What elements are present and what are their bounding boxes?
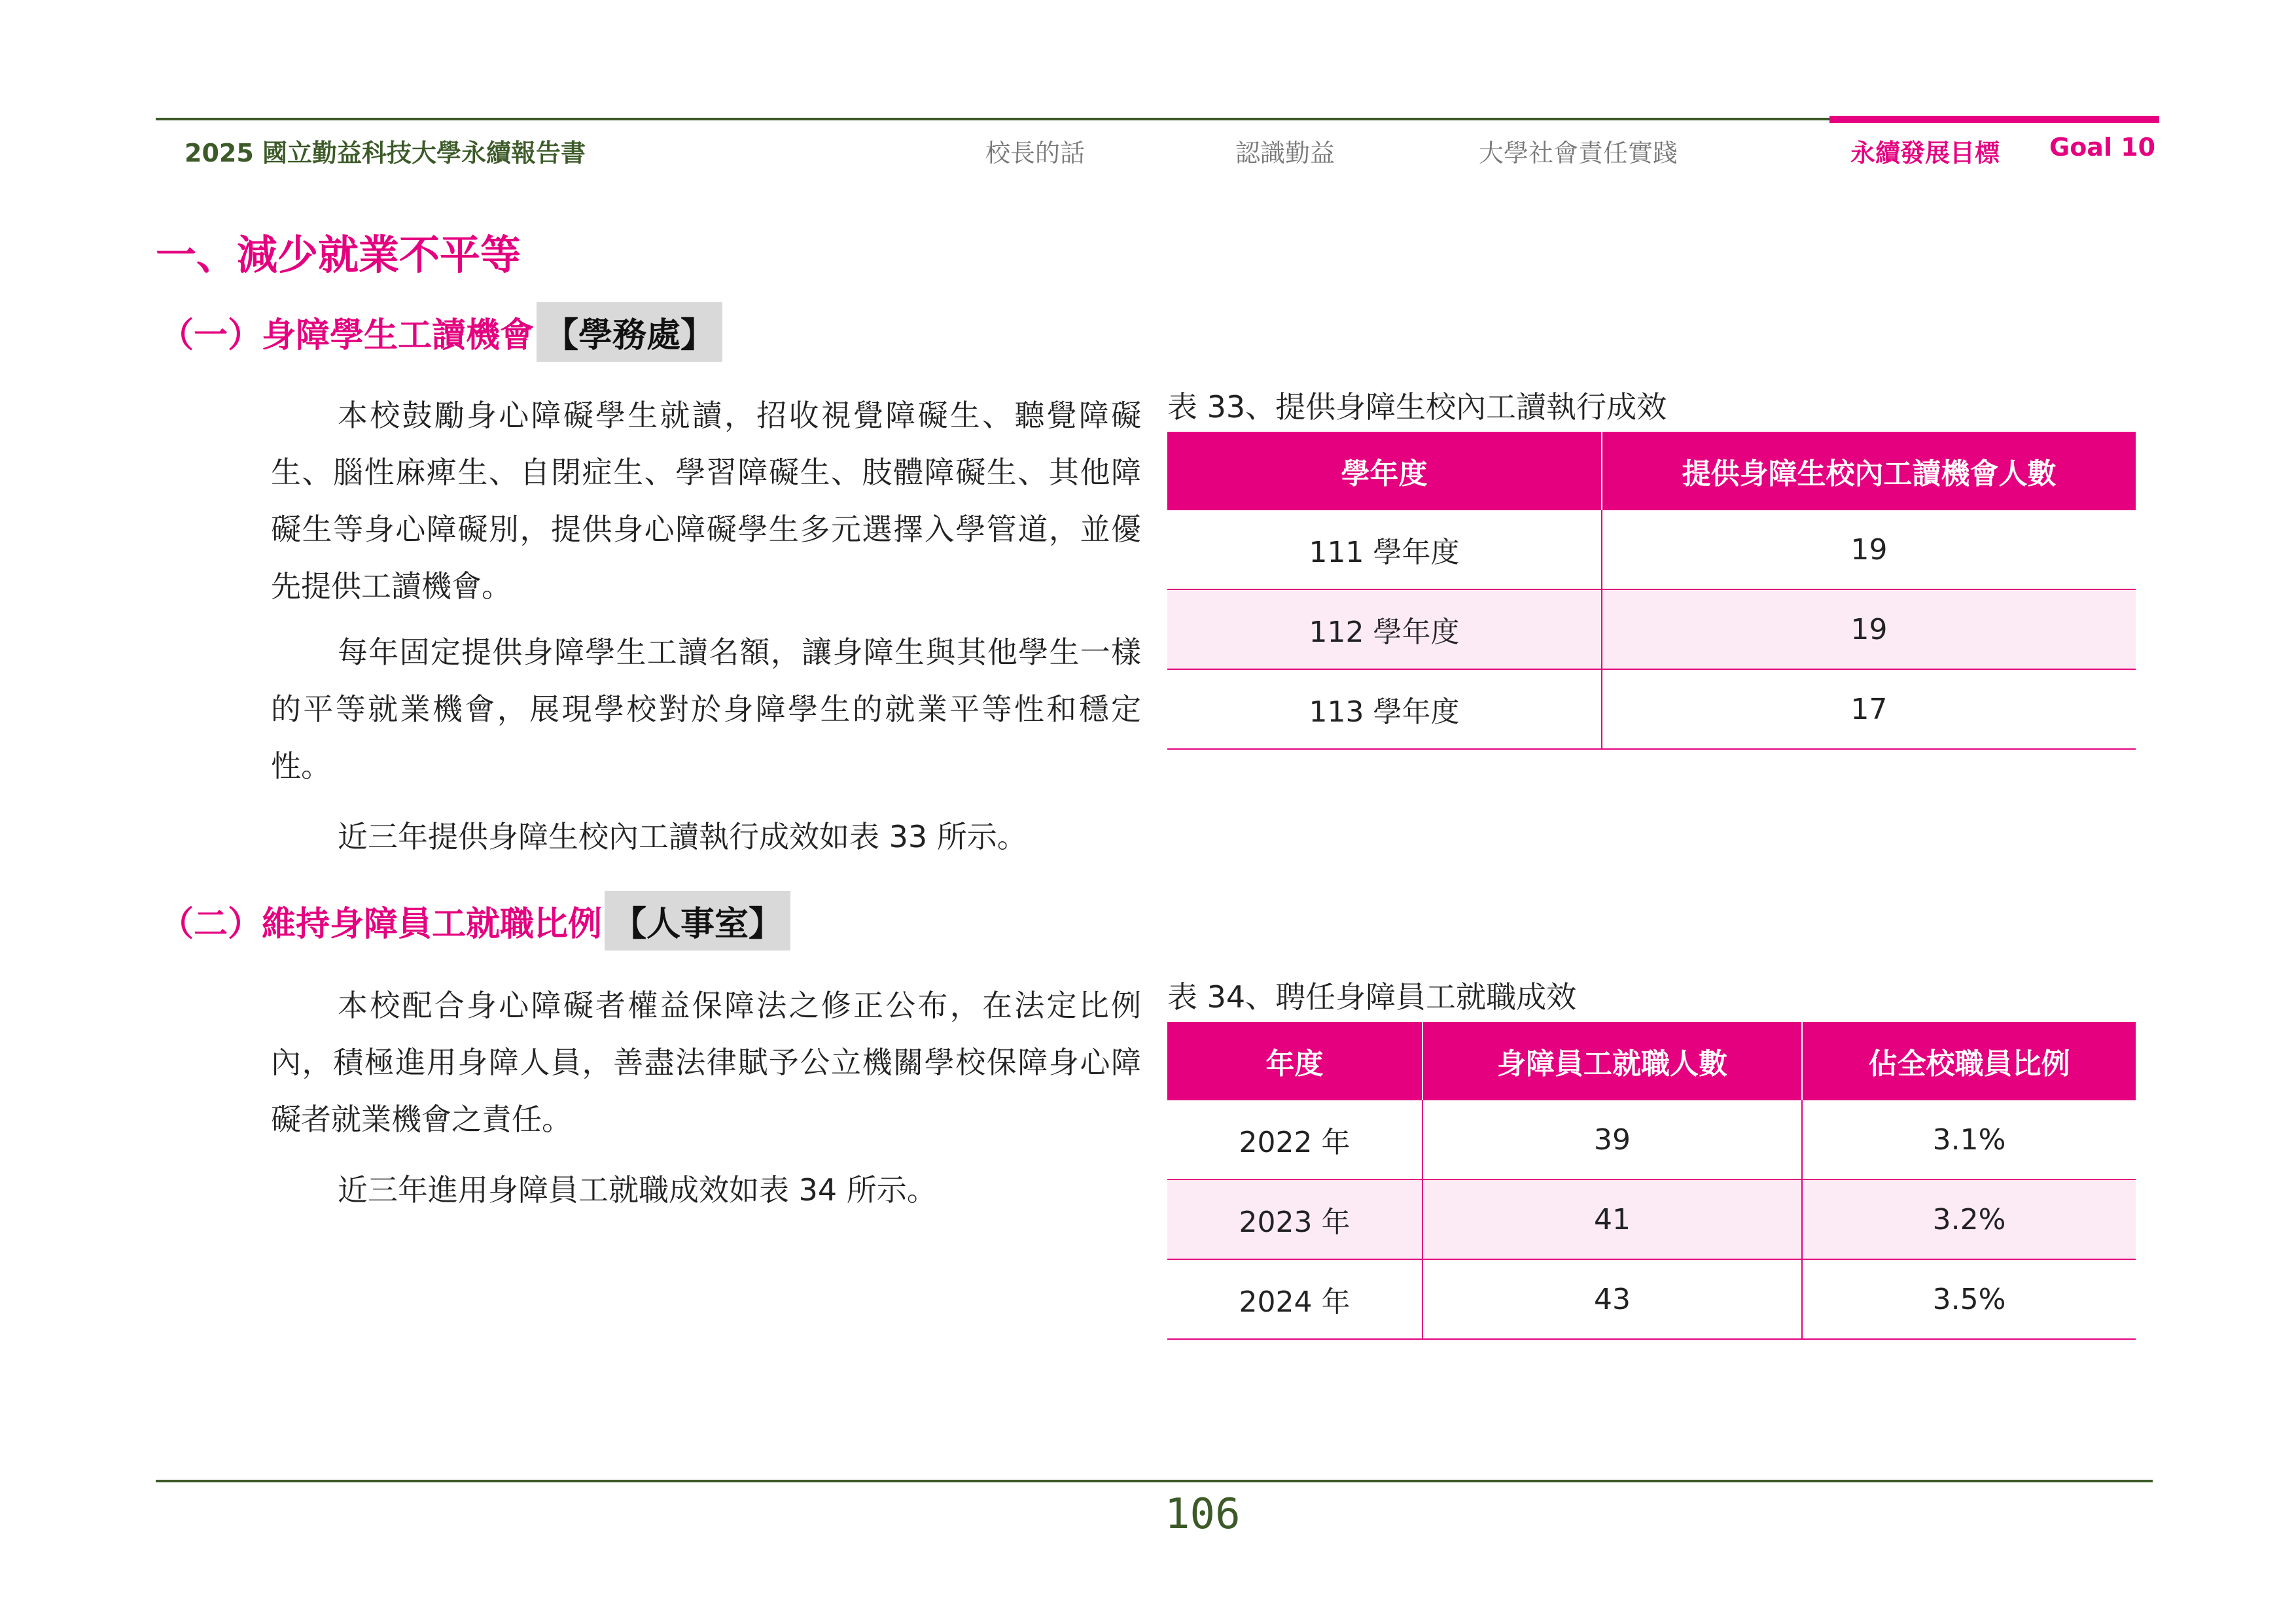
table-cell: 113 學年度 bbox=[1167, 669, 1602, 749]
table-cell: 3.5% bbox=[1802, 1259, 2136, 1339]
table-cell: 2023 年 bbox=[1167, 1179, 1422, 1259]
nav-about-ncut[interactable]: 認識勤益 bbox=[1235, 139, 1335, 167]
table-cell: 111 學年度 bbox=[1167, 510, 1602, 589]
paragraph: 近三年提供身障生校內工讀執行成效如表 33 所示。 bbox=[338, 819, 1027, 854]
table-33-caption: 表 33、提供身障生校內工讀執行成效 bbox=[1167, 389, 1667, 425]
table-33 bbox=[1167, 432, 2136, 750]
table-cell: 43 bbox=[1422, 1259, 1802, 1339]
table-cell: 19 bbox=[1602, 510, 2136, 589]
column-header: 佔全校職員比例 bbox=[1802, 1022, 2136, 1100]
footer-rule bbox=[156, 1480, 2153, 1482]
document-title: 2025 國立勤益科技大學永續報告書 bbox=[185, 139, 586, 167]
table-cell: 41 bbox=[1422, 1179, 1802, 1259]
nav-usr-practice[interactable]: 大學社會責任實踐 bbox=[1479, 139, 1678, 167]
table-row bbox=[1167, 1259, 2136, 1339]
office-tag-student-affairs: 【學務處】 bbox=[537, 302, 722, 362]
table-cell: 112 學年度 bbox=[1167, 589, 1602, 669]
active-section-indicator bbox=[1829, 116, 2159, 123]
section-title: 一、減少就業不平等 bbox=[156, 231, 521, 279]
paragraph: 近三年進用身障員工就職成效如表 34 所示。 bbox=[338, 1172, 937, 1208]
subsection-heading-2 bbox=[160, 891, 790, 951]
subsection-heading-2-text: （二）維持身障員工就職比例 bbox=[160, 905, 603, 944]
paragraph: 本校配合身心障礙者權益保障法之修正公布，在法定比例內，積極進用身障人員，善盡法律賦予公立機關學校保障身心障礙者就業機會之責任。 bbox=[271, 988, 1141, 1137]
table-header-row bbox=[1167, 1022, 2136, 1100]
table-cell: 17 bbox=[1602, 669, 2136, 749]
column-header: 身障員工就職人數 bbox=[1422, 1022, 1802, 1100]
table-row bbox=[1167, 1179, 2136, 1259]
nav-sdgs[interactable]: 永續發展目標 bbox=[1850, 139, 2000, 167]
table-cell: 2024 年 bbox=[1167, 1259, 1422, 1339]
subsection-heading-1 bbox=[160, 302, 722, 362]
table-34-caption: 表 34、聘任身障員工就職成效 bbox=[1167, 979, 1577, 1015]
table-cell: 3.1% bbox=[1802, 1100, 2136, 1179]
page-number: 106 bbox=[1165, 1490, 1241, 1539]
table-row bbox=[1167, 1100, 2136, 1179]
column-header: 學年度 bbox=[1167, 432, 1602, 510]
office-tag-personnel: 【人事室】 bbox=[605, 891, 790, 951]
table-row bbox=[1167, 669, 2136, 749]
column-header: 年度 bbox=[1167, 1022, 1422, 1100]
column-header: 提供身障生校內工讀機會人數 bbox=[1602, 432, 2136, 510]
table-row bbox=[1167, 510, 2136, 589]
table-cell: 2022 年 bbox=[1167, 1100, 1422, 1179]
table-header-row bbox=[1167, 432, 2136, 510]
table-cell: 19 bbox=[1602, 589, 2136, 669]
table-cell: 3.2% bbox=[1802, 1179, 2136, 1259]
paragraph: 本校鼓勵身心障礙學生就讀，招收視覺障礙生、聽覺障礙生、腦性麻痺生、自閉症生、學習障礙生、肢體障礙生、其他障礙生等身心障礙別，提供身心障礙學生多元選擇入學管道，並優先提供工讀機會。 bbox=[271, 398, 1141, 604]
table-cell: 39 bbox=[1422, 1100, 1802, 1179]
paragraph: 每年固定提供身障學生工讀名額，讓身障生與其他學生一樣的平等就業機會，展現學校對於身障學生的就業平等性和穩定性。 bbox=[271, 635, 1141, 784]
table-34 bbox=[1167, 1022, 2136, 1340]
subsection-heading-1-text: （一）身障學生工讀機會 bbox=[160, 316, 535, 355]
goal-label: Goal 10 bbox=[2049, 133, 2156, 162]
table-row bbox=[1167, 589, 2136, 669]
nav-president-message[interactable]: 校長的話 bbox=[985, 139, 1086, 167]
